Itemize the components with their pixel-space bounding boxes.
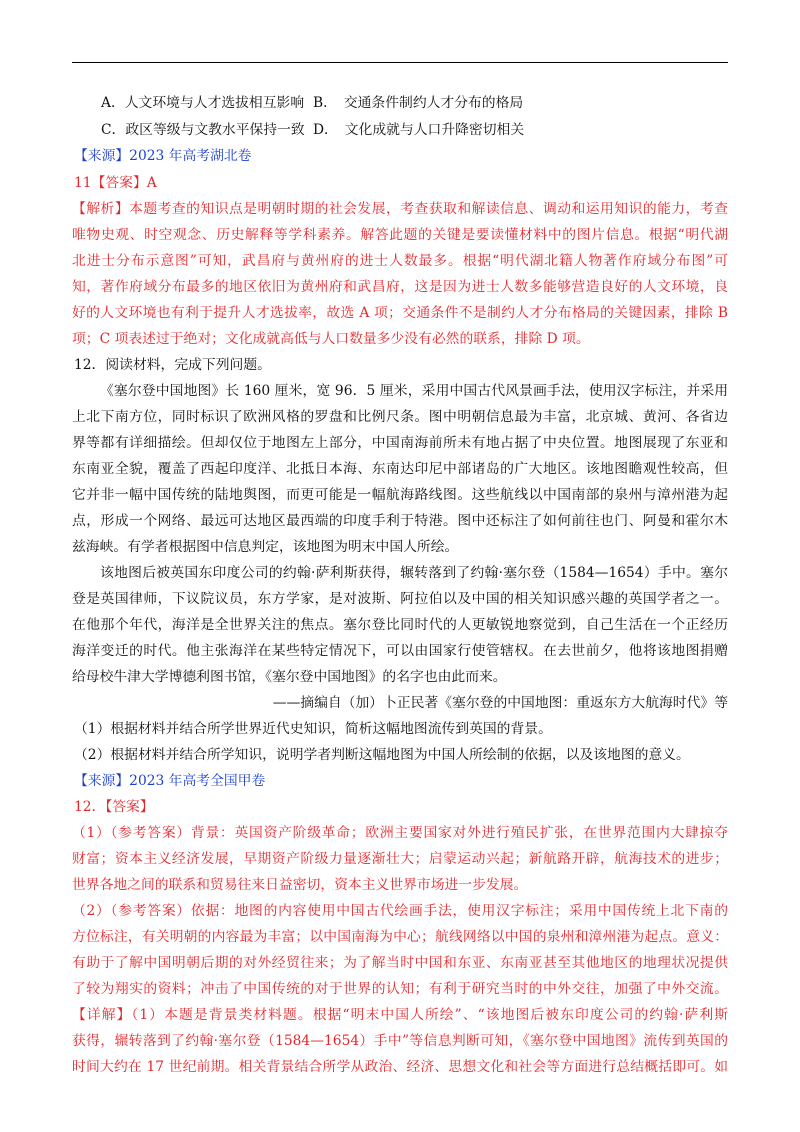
q12-material-line: 给母校牛津大学博德利图书馆，《塞尔登中国地图》的名字也由此而来。 bbox=[72, 669, 507, 685]
q12-answer-1-line: （1）（参考答案）背景：英国资产阶级革命；欧洲主要国家对外进行殖民扩张，在世界范围内大肆掠夺 bbox=[72, 825, 728, 841]
q12-material-line: 点，形成一个网络、最远可达地区最西端的印度手利于特港。图中还标注了如何前往也门、阿曼和霍尔木 bbox=[72, 513, 728, 529]
q12-answer-label: 12．【答案】 bbox=[74, 799, 154, 815]
q12-material-line: 登是英国律师，下议院议员，东方学家，是对波斯、阿拉伯以及中国的相关知识感兴趣的英国学者之一。 bbox=[72, 591, 728, 607]
q12-question-2: （2）根据材料并结合所学知识，说明学者判断这幅地图为中国人所绘制的依据，以及该地图的意义。 bbox=[74, 747, 690, 763]
q12-material-line: 上北下南方位，同时标识了欧洲风格的罗盘和比例尺条。图中明朝信息最为丰富，北京城、黄河、各省边 bbox=[72, 409, 728, 425]
q12-answer-2-line: 了较为翔实的资料；冲击了中国传统的对于世界的认知；有利于研究当时的中外交往，加强了中外交流。 bbox=[72, 981, 728, 997]
q11-analysis-line: 知，著作府域分布最多的地区依旧为黄州府和武昌府，这是因为进士人数多能够营造良好的人文环境，良 bbox=[72, 279, 728, 295]
q12-material-line: 兹海峡。有学者根据图中信息判定，该地图为明末中国人所绘。 bbox=[72, 539, 459, 555]
q12-answer-2-line: （2）（参考答案）依据：地图的内容使用中国古代绘画手法，使用汉字标注；采用中国传统上北下南的 bbox=[72, 903, 728, 919]
q12-answer-1-line: 世界各地之间的联系和贸易往来日益密切，资本主义世界市场进一步发展。 bbox=[72, 877, 528, 893]
q12-material-line: 在他那个年代，海洋是全世界关注的焦点。塞尔登比同时代的人更敏锐地察觉到，自己生活在一个正经历 bbox=[72, 617, 728, 633]
q12-citation: ——摘编自（加）卜正民著《塞尔登的中国地图：重返东方大航海时代》等 bbox=[272, 695, 728, 711]
q11-analysis-line: 项；C 项表述过于绝对；文化成就高低与人口数量多少没有必然的联系，排除 D 项。 bbox=[72, 331, 590, 347]
q12-material-line: 该地图后被英国东印度公司的约翰·萨利斯获得，辗转落到了约翰·塞尔登（1584—1654）手中。塞尔 bbox=[100, 565, 728, 581]
q11-source: 【来源】2023 年高考湖北卷 bbox=[74, 148, 252, 164]
q11-analysis-line: 北进士分布示意图”可知，武昌府与黄州府的进士人数最多。根据“明代湖北籍人物著作府域分布图”可 bbox=[72, 253, 728, 269]
q12-material-line: 海洋变迁的时代。他主张海洋在某些特定情况下，可以由国家行使管辖权。在去世前夕，他将该地图捐赠 bbox=[72, 643, 728, 659]
q12-detail-line: 时间大约在 17 世纪前期。相关背景结合所学从政治、经济、思想文化和社会等方面进行总结概括即可。如 bbox=[72, 1059, 728, 1075]
q12-material-line: 《塞尔登中国地图》长 160 厘米，宽 96．5 厘米，采用中国古代风景画手法，使用汉字标注，并采用 bbox=[100, 383, 728, 399]
q12-material-line: 界等都有详细描绘。但却仅位于地图左上部分，中国南海前所未有地占据了中央位置。地图展现了东亚和 bbox=[72, 435, 728, 451]
q12-detail-line: 【详解】（1）本题是背景类材料题。根据“明末中国人所绘”、“该地图后被东印度公司的约翰·萨利斯 bbox=[72, 1007, 728, 1023]
q11-analysis-line: 唯物史观、时空观念、历史解释等学科素养。解答此题的关键是要读懂材料中的图片信息。根据“明代湖 bbox=[72, 227, 728, 243]
q12-material-line: 它并非一幅中国传统的陆地舆图，而更可能是一幅航海路线图。这些航线以中国南部的泉州与漳州港为起 bbox=[72, 487, 728, 503]
q11-analysis-line: 好的人文环境也有利于提升人才选拔率，故选 A 项；交通条件不是制约人才分布格局的关键因素，排除 B bbox=[72, 305, 728, 321]
q12-source: 【来源】2023 年高考全国甲卷 bbox=[74, 773, 266, 789]
q11-analysis-line: 【解析】本题考查的知识点是明朝时期的社会发展，考查获取和解读信息、调动和运用知识的能力，考查 bbox=[72, 201, 728, 217]
q12-stem: 12．阅读材料，完成下列问题。 bbox=[74, 357, 271, 373]
q12-answer-2-line: 方位标注，有关明朝的内容最为丰富；以中国南海为中心；航线网络以中国的泉州和漳州港为起点。意义： bbox=[72, 929, 728, 945]
q11-option-c: C．政区等级与文教水平保持一致 bbox=[101, 122, 305, 138]
header-rule bbox=[72, 62, 728, 63]
q11-option-d: D． 文化成就与人口升降密切相关 bbox=[313, 122, 525, 138]
q11-answer: 11【答案】A bbox=[74, 175, 157, 191]
q11-option-b: B． 交通条件制约人才分布的格局 bbox=[313, 95, 524, 111]
q12-answer-2-line: 有助于了解中国明朝后期的对外经贸往来；为了解当时中国和东亚、东南亚甚至其他地区的地理状况提供 bbox=[72, 955, 728, 971]
q12-detail-line: 获得，辗转落到了约翰·塞尔登（1584—1654）手中”等信息判断可知，《塞尔登中国地图》流传到英国的 bbox=[72, 1033, 728, 1049]
q11-option-a: A．人文环境与人才选拔相互影响 bbox=[101, 95, 305, 111]
q12-material-line: 东南亚全貌，覆盖了西起印度洋、北抵日本海、东南达印尼中部诸岛的广大地区。该地图瞻观性较高，但 bbox=[72, 461, 728, 477]
q12-question-1: （1）根据材料并结合所学世界近代史知识，简析这幅地图流传到英国的背景。 bbox=[74, 721, 552, 737]
q12-answer-1-line: 财富；资本主义经济发展，早期资产阶级力量逐渐壮大；启蒙运动兴起；新航路开辟，航海技术的进步； bbox=[72, 851, 728, 867]
